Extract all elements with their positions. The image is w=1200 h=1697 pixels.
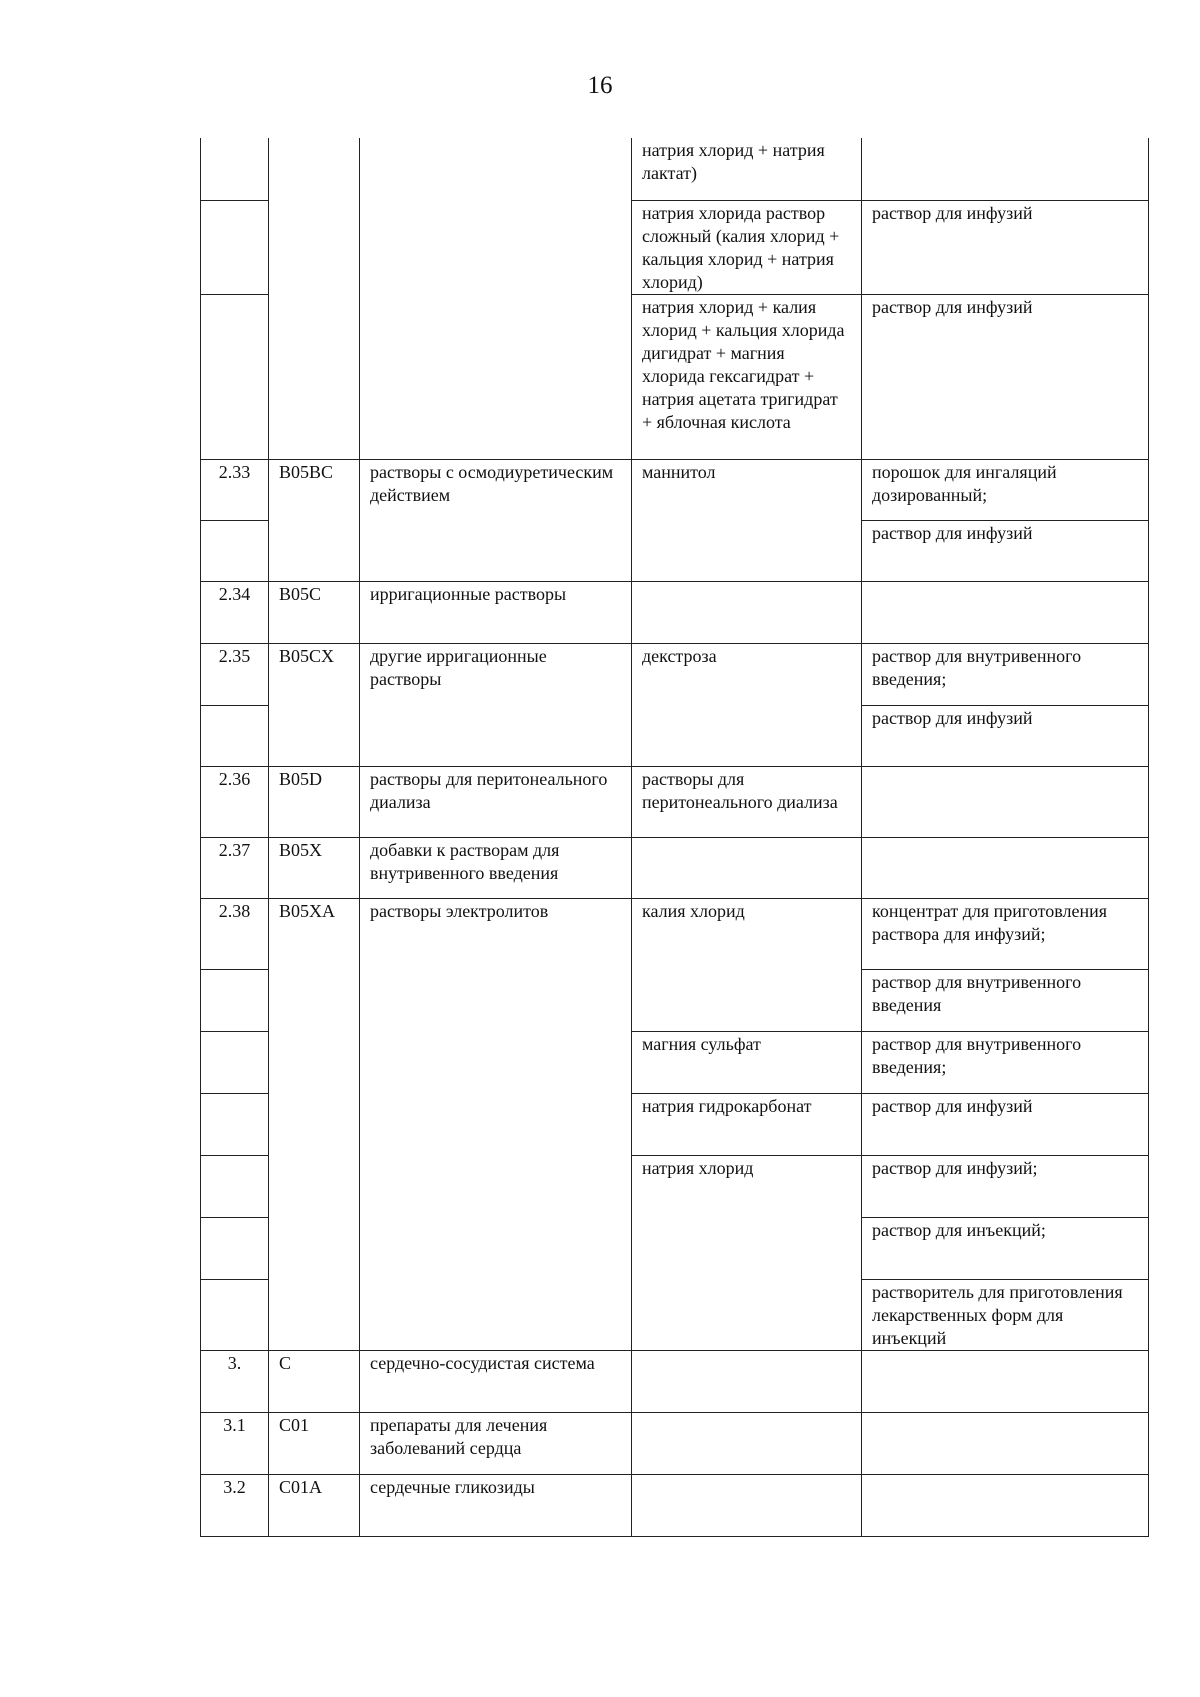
table-row (201, 459, 1149, 520)
atc-code-cell: B05C (269, 581, 360, 643)
drug-name-cell (632, 581, 862, 643)
dosage-form-cell (862, 138, 1149, 200)
atc-code-cell: C (269, 1350, 360, 1412)
row-number-cell: 2.37 (201, 837, 269, 898)
row-number-cell (201, 138, 269, 200)
row-number-cell: 2.36 (201, 766, 269, 837)
table-row (201, 1474, 1149, 1536)
drug-name-cell: калия хлорид (632, 898, 862, 1031)
row-number-cell (201, 1093, 269, 1155)
dosage-form-cell: раствор для инфузий (862, 705, 1149, 766)
atc-code-cell: C01 (269, 1412, 360, 1474)
atc-code-cell: B05D (269, 766, 360, 837)
row-number-cell (201, 1217, 269, 1279)
drug-name-cell (632, 1350, 862, 1412)
row-number-cell (201, 705, 269, 766)
dosage-form-cell: раствор для инфузий (862, 294, 1149, 459)
drug-name-cell: натрия хлорид (632, 1155, 862, 1350)
row-number-cell (201, 520, 269, 581)
row-number-cell: 3.1 (201, 1412, 269, 1474)
row-number-cell: 3. (201, 1350, 269, 1412)
drug-name-cell: натрия гидрокарбонат (632, 1093, 862, 1155)
group-name-cell: растворы для перитонеального диализа (360, 766, 632, 837)
row-number-cell (201, 1155, 269, 1217)
drug-name-cell: магния сульфат (632, 1031, 862, 1093)
drug-name-cell: натрия хлорид + калия хлорид + кальция хлорида дигидрат + магния хлорида гексагидрат + натрия ацетата тригидрат + яблочная кислота (632, 294, 862, 459)
group-name-cell: другие ирригационные растворы (360, 643, 632, 766)
drug-name-cell (632, 1474, 862, 1536)
group-name-cell: добавки к растворам для внутривенного введения (360, 837, 632, 898)
drug-name-cell: натрия хлорид + натрия лактат) (632, 138, 862, 200)
dosage-form-cell: раствор для инфузий; (862, 1155, 1149, 1217)
dosage-form-cell (862, 766, 1149, 837)
group-name-cell: препараты для лечения заболеваний сердца (360, 1412, 632, 1474)
atc-code-cell: C01A (269, 1474, 360, 1536)
dosage-form-cell (862, 1350, 1149, 1412)
atc-code-cell: B05CX (269, 643, 360, 766)
table-row (201, 581, 1149, 643)
page-number: 16 (587, 72, 613, 99)
atc-code-cell: B05X (269, 837, 360, 898)
drug-name-cell: растворы для перитонеального диализа (632, 766, 862, 837)
row-number-cell (201, 200, 269, 294)
dosage-form-cell: раствор для внутривенного введения; (862, 643, 1149, 705)
dosage-form-cell (862, 1412, 1149, 1474)
group-name-cell (360, 138, 632, 459)
dosage-form-cell: растворитель для приготовления лекарственных форм для инъекций (862, 1279, 1149, 1350)
group-name-cell: растворы электролитов (360, 898, 632, 1350)
table-row (201, 1412, 1149, 1474)
drug-name-cell: маннитол (632, 459, 862, 581)
row-number-cell (201, 1031, 269, 1093)
dosage-form-cell: порошок для ингаляций дозированный; (862, 459, 1149, 520)
table-row (201, 1350, 1149, 1412)
drug-name-cell (632, 837, 862, 898)
drug-name-cell: декстроза (632, 643, 862, 766)
row-number-cell (201, 1279, 269, 1350)
dosage-form-cell: раствор для внутривенного введения (862, 969, 1149, 1031)
dosage-form-cell: раствор для инфузий (862, 520, 1149, 581)
row-number-cell: 2.34 (201, 581, 269, 643)
group-name-cell: сердечные гликозиды (360, 1474, 632, 1536)
atc-code-cell: B05BC (269, 459, 360, 581)
dosage-form-cell: раствор для инфузий (862, 1093, 1149, 1155)
group-name-cell: растворы с осмодиуретическим действием (360, 459, 632, 581)
dosage-form-cell: раствор для внутривенного введения; (862, 1031, 1149, 1093)
row-number-cell (201, 294, 269, 459)
table-row (201, 643, 1149, 705)
row-number-cell: 2.33 (201, 459, 269, 520)
drug-list-table (200, 138, 1149, 1537)
dosage-form-cell (862, 581, 1149, 643)
dosage-form-cell: раствор для инфузий (862, 200, 1149, 294)
dosage-form-cell (862, 837, 1149, 898)
table-row (201, 837, 1149, 898)
atc-code-cell: B05XA (269, 898, 360, 1350)
table-row (201, 138, 1149, 200)
drug-name-cell: натрия хлорида раствор сложный (калия хлорид + кальция хлорид + натрия хлорид) (632, 200, 862, 294)
row-number-cell (201, 969, 269, 1031)
dosage-form-cell (862, 1474, 1149, 1536)
drug-name-cell (632, 1412, 862, 1474)
dosage-form-cell: раствор для инъекций; (862, 1217, 1149, 1279)
table-row (201, 766, 1149, 837)
row-number-cell: 2.38 (201, 898, 269, 969)
atc-code-cell (269, 138, 360, 459)
dosage-form-cell: концентрат для приготовления раствора для инфузий; (862, 898, 1149, 969)
table-row (201, 898, 1149, 969)
group-name-cell: сердечно-сосудистая система (360, 1350, 632, 1412)
group-name-cell: ирригационные растворы (360, 581, 632, 643)
row-number-cell: 2.35 (201, 643, 269, 705)
row-number-cell: 3.2 (201, 1474, 269, 1536)
